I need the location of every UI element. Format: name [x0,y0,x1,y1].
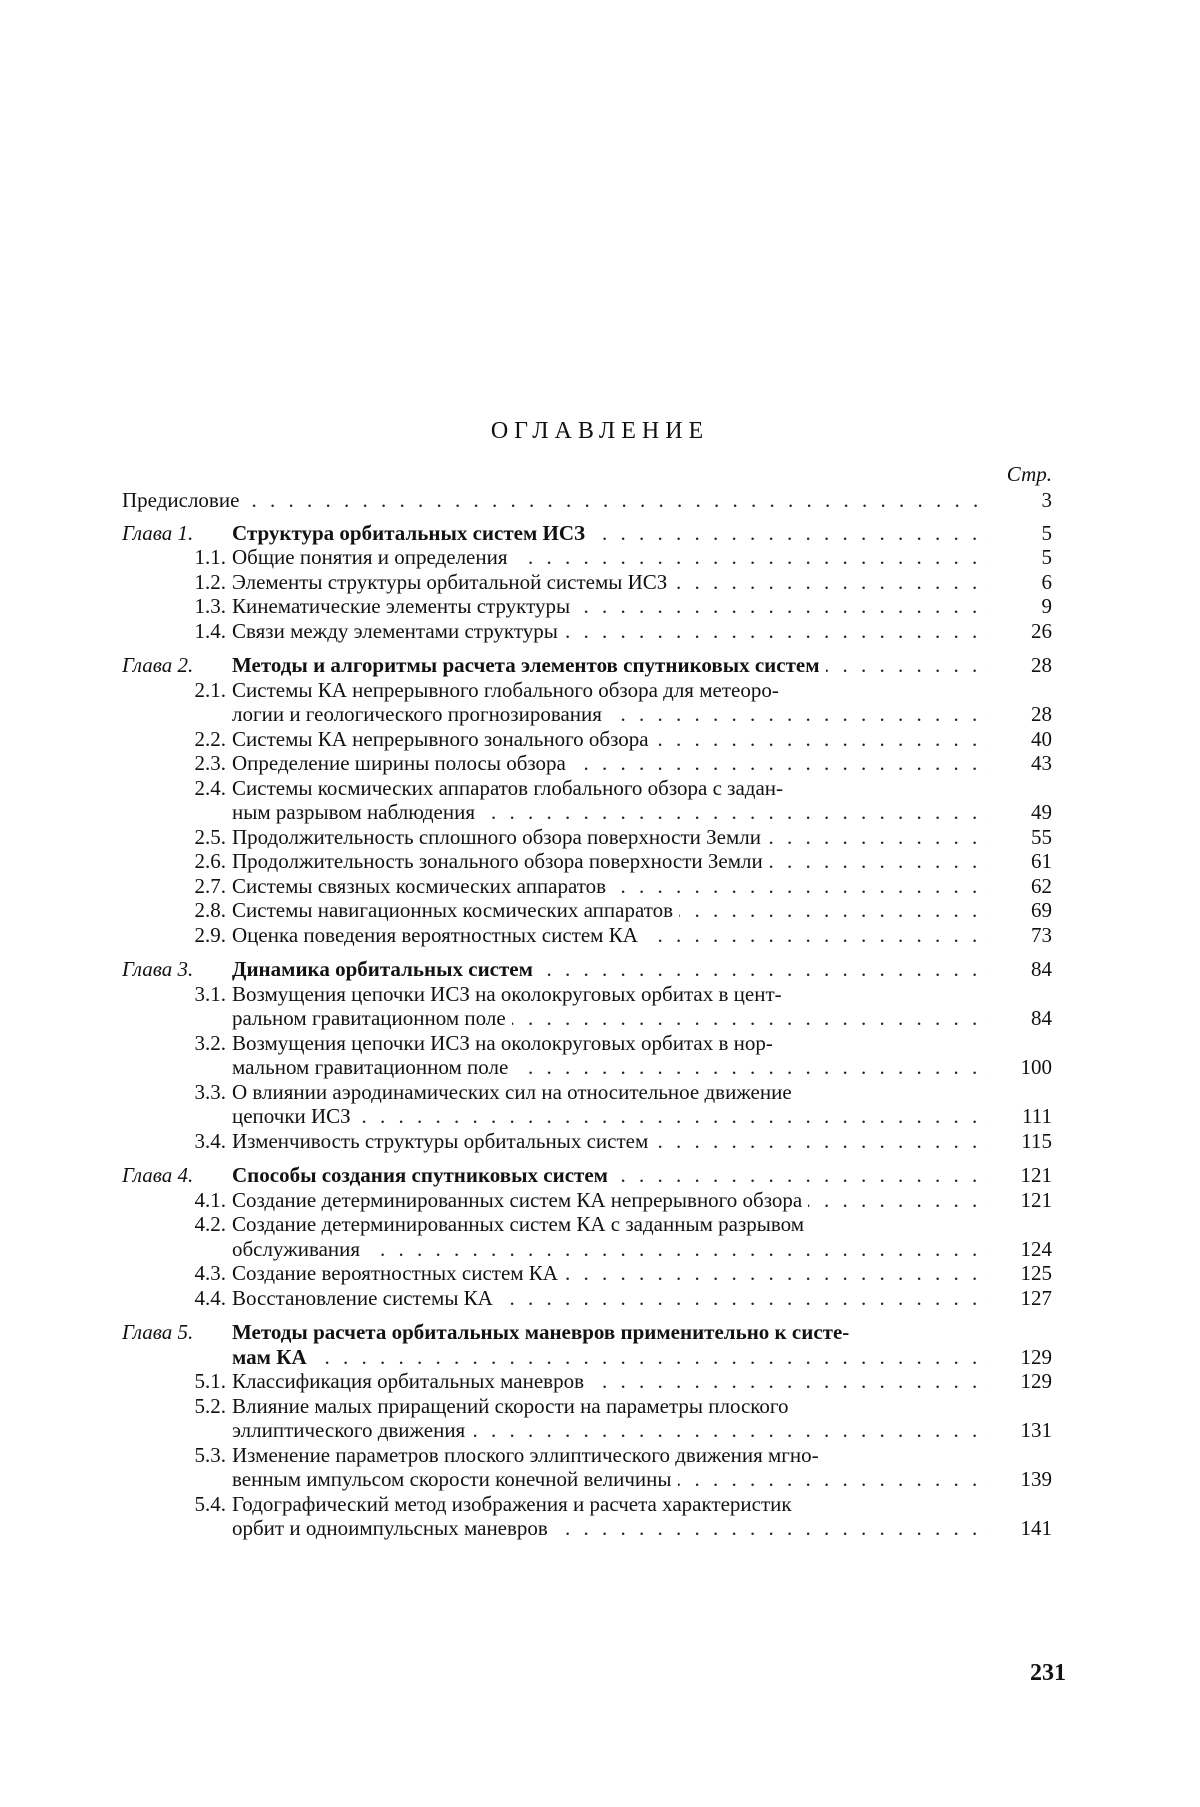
entry-title: Системы навигационных космических аппаратов . . [232,898,992,923]
section-number: 5.4. [194,1491,226,1516]
entry-title: Предисловие . . [122,488,992,513]
section-number: 2.6. [194,849,226,873]
toc-section [122,1080,1052,1105]
entry-title: ральном гравитационном поле . . [232,1006,992,1031]
toc-section-continuation [122,800,1052,825]
toc-section [122,1369,1052,1394]
section-number: 2.1. [194,677,226,702]
toc-section-continuation [122,1516,1052,1541]
entry-title: орбит и одноимпульсных маневров . . [232,1516,992,1541]
entry-page: 28 [992,702,1052,727]
entry-page: 5 [992,521,1052,546]
section-number: 2.3. [194,751,226,775]
toc-section [122,776,1052,801]
entry-page: 127 [992,1286,1052,1311]
toc-section-continuation [122,1237,1052,1262]
toc-section-continuation [122,1467,1052,1492]
toc-section-continuation [122,1055,1052,1080]
table-of-contents [122,462,1052,1541]
entry-title: Элементы структуры орбитальной системы ИСЗ . . [232,570,992,595]
entry-title: венным импульсом скорости конечной величины . . [232,1467,992,1492]
entry-title: Системы космических аппаратов глобального обзора с задан- [232,776,992,801]
toc-section [122,874,1052,899]
entry-page: 26 [992,619,1052,644]
section-number: 2.9. [194,922,226,947]
toc-section [122,594,1052,619]
toc-section [122,545,1052,570]
page-column-header: Стр. [1006,462,1052,486]
entry-page: 55 [992,825,1052,850]
entry-page: 121 [992,1188,1052,1213]
section-number: 2.8. [194,898,226,922]
toc-section [122,1286,1052,1311]
toc-section [122,982,1052,1007]
toc-section-continuation [122,1418,1052,1443]
section-number: 3.1. [194,981,226,1006]
toc-section [122,1443,1052,1468]
entry-title: Связи между элементами структуры . . [232,619,992,644]
entry-page: 73 [992,923,1052,948]
entry-title: обслуживания . . [232,1237,992,1262]
toc-chapter [122,1320,1052,1345]
entry-page: 6 [992,570,1052,595]
entry-page: 111 [992,1104,1052,1129]
chapter-label: Глава 3. [122,957,194,981]
section-number: 2.7. [194,873,226,898]
entry-page: 3 [992,488,1052,513]
entry-page: 100 [992,1055,1052,1080]
toc-chapter [122,653,1052,678]
entry-title: Изменчивость структуры орбитальных систем . . [232,1129,992,1154]
section-number: 4.4. [194,1285,226,1310]
entry-title: эллиптического движения . . [232,1418,992,1443]
toc-section [122,1129,1052,1154]
entry-title: Определение ширины полосы обзора . . [232,751,992,776]
section-number: 3.2. [194,1030,226,1055]
toc-section-continuation [122,1006,1052,1031]
page-number: 231 [1030,1660,1066,1686]
toc-section [122,1188,1052,1213]
entry-title: мальном гравитационном поле . . [232,1055,992,1080]
toc-section [122,751,1052,776]
entry-title: Изменение параметров плоского эллиптического движения мгно- [232,1443,992,1468]
toc-section [122,849,1052,874]
toc-section [122,1261,1052,1286]
entry-title: мам КА . . [232,1345,992,1370]
section-number: 3.4. [194,1128,226,1153]
toc-chapter-continuation [122,1345,1052,1370]
toc-section [122,1492,1052,1517]
page-title: ОГЛАВЛЕНИЕ [490,418,710,444]
entry-title: Создание детерминированных систем КА с заданным разрывом [232,1212,992,1237]
entry-title: Структура орбитальных систем ИСЗ . . [232,521,992,546]
entry-title: Системы связных космических аппаратов . . [232,874,992,899]
entry-page: 62 [992,874,1052,899]
entry-title: Системы КА непрерывного зонального обзора . . [232,727,992,752]
toc-chapter [122,957,1052,982]
entry-page: 9 [992,594,1052,619]
entry-title: Методы и алгоритмы расчета элементов спутниковых систем . . [232,653,992,678]
entry-page: 139 [992,1467,1052,1492]
section-number: 4.1. [194,1187,226,1212]
entry-title: Методы расчета орбитальных маневров применительно к систе- [232,1320,992,1345]
section-number: 5.1. [194,1369,226,1393]
entry-title: Восстановление системы КА . . [232,1286,992,1311]
entry-title: Системы КА непрерывного глобального обзора для метеоро- [232,678,992,703]
entry-title: Годографический метод изображения и расчета характеристик [232,1492,992,1517]
entry-title: Общие понятия и определения . . [232,545,992,570]
entry-title: логии и геологического прогнозирования . . [232,702,992,727]
toc-entry-preface [122,488,1052,513]
entry-title: ным разрывом наблюдения . . [232,800,992,825]
entry-title: цепочки ИСЗ . . [232,1104,992,1129]
entry-page: 5 [992,545,1052,570]
section-number: 4.2. [194,1212,226,1236]
section-number: 2.5. [194,824,226,849]
toc-section [122,570,1052,595]
entry-page: 129 [992,1345,1052,1370]
entry-page: 69 [992,898,1052,923]
entry-page: 141 [992,1516,1052,1541]
entry-title: Динамика орбитальных систем . . [232,957,992,982]
toc-section [122,678,1052,703]
entry-page: 129 [992,1369,1052,1394]
toc-chapter [122,1163,1052,1188]
entry-page: 40 [992,727,1052,752]
toc-section [122,727,1052,752]
entry-page: 84 [992,1006,1052,1031]
toc-section-continuation [122,702,1052,727]
toc-section [122,1212,1052,1237]
entry-page: 28 [992,653,1052,678]
section-number: 2.2. [194,726,226,751]
entry-page: 121 [992,1163,1052,1188]
entry-page: 115 [992,1129,1052,1154]
entry-page: 84 [992,957,1052,982]
chapter-label: Глава 2. [122,653,194,677]
entry-title: Оценка поведения вероятностных систем КА . . [232,923,992,948]
entry-page: 131 [992,1418,1052,1443]
section-number: 5.3. [194,1442,226,1467]
section-number: 1.3. [194,594,226,618]
entry-page: 49 [992,800,1052,825]
section-number: 5.2. [194,1393,226,1418]
toc-section [122,1394,1052,1419]
entry-page: 125 [992,1261,1052,1286]
toc-chapter [122,521,1052,546]
section-number: 4.3. [194,1261,226,1285]
entry-title: Создание вероятностных систем КА . . [232,1261,992,1286]
entry-title: О влиянии аэродинамических сил на относительное движение [232,1080,992,1105]
section-number: 2.4. [194,775,226,800]
entry-title: Продолжительность зонального обзора поверхности Земли . . [232,849,992,874]
section-number: 3.3. [194,1079,226,1104]
entry-title: Влияние малых приращений скорости на параметры плоского [232,1394,992,1419]
entry-title: Кинематические элементы структуры . . [232,594,992,619]
entry-page: 43 [992,751,1052,776]
toc-section [122,923,1052,948]
chapter-label: Глава 5. [122,1320,194,1344]
entry-title: Продолжительность сплошного обзора поверхности Земли . . [232,825,992,850]
toc-section [122,619,1052,644]
entry-title: Возмущения цепочки ИСЗ на околокруговых орбитах в нор- [232,1031,992,1056]
chapter-label: Глава 1. [122,520,194,545]
toc-section [122,898,1052,923]
section-number: 1.2. [194,569,226,594]
entry-title: Возмущения цепочки ИСЗ на околокруговых орбитах в цент- [232,982,992,1007]
toc-section [122,825,1052,850]
entry-page: 61 [992,849,1052,874]
toc-rows [122,488,1052,1541]
section-number: 1.1. [194,545,226,569]
section-number: 1.4. [194,618,226,643]
entry-title: Классификация орбитальных маневров . . [232,1369,992,1394]
entry-title: Создание детерминированных систем КА непрерывного обзора . . [232,1188,992,1213]
toc-section [122,1031,1052,1056]
toc-section-continuation [122,1104,1052,1129]
chapter-label: Глава 4. [122,1163,194,1187]
entry-title: Способы создания спутниковых систем . . [232,1163,992,1188]
entry-page: 124 [992,1237,1052,1262]
